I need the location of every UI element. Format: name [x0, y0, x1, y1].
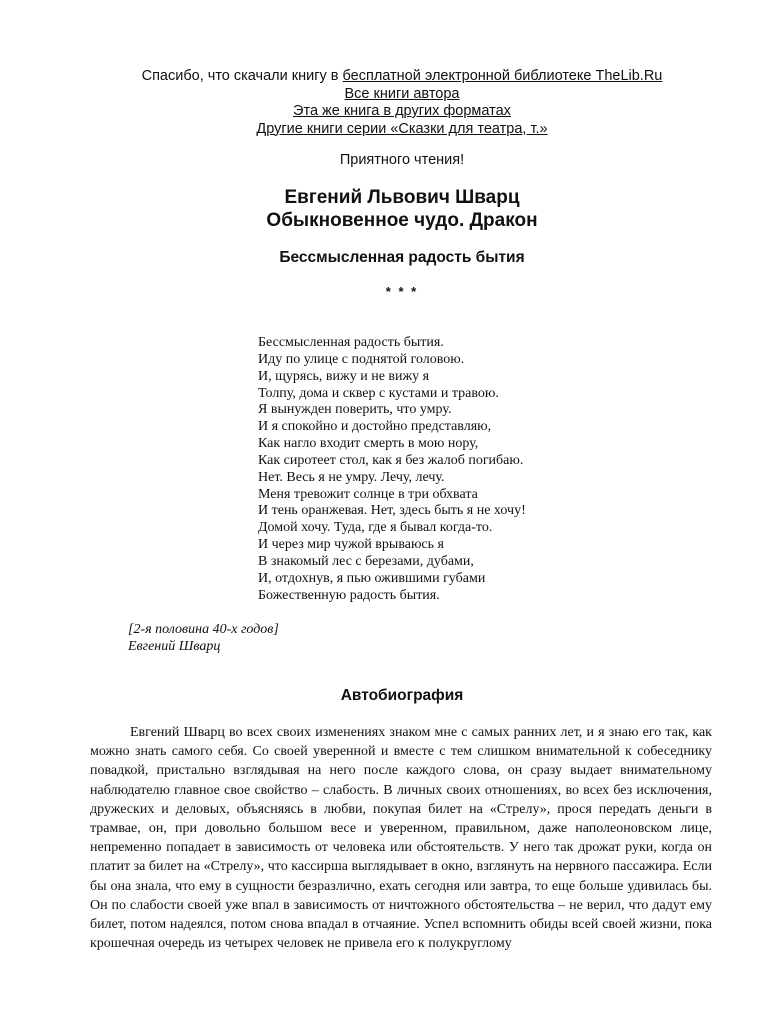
library-link[interactable]: бесплатной электронной библиотеке TheLib.Ru	[342, 68, 663, 84]
signature-date: [2-я половина 40-х годов]	[128, 622, 279, 637]
series-link[interactable]: Другие книги серии «Сказки для театра, т.»	[256, 120, 548, 137]
section-title: Бессмысленная радость бытия	[279, 249, 525, 266]
book-author: Евгений Львович Шварц	[284, 187, 520, 208]
poem-line: Как нагло входит смерть в мою нору,	[258, 436, 479, 452]
poem-line: Божественную радость бытия.	[258, 587, 440, 603]
poem-line: Иду по улице с поднятой головою.	[258, 351, 465, 367]
other-formats-link[interactable]: Эта же книга в других форматах	[293, 103, 511, 119]
poem-line: И тень оранжевая. Нет, здесь быть я не хочу!	[258, 503, 526, 519]
poem-line: Я вынужден поверить, что умру.	[258, 402, 452, 418]
poem-line: И через мир чужой врываюсь я	[258, 537, 444, 553]
poem-line: Как сиротеет стол, как я без жалоб погибаю.	[258, 452, 524, 468]
poem-line: И, щурясь, вижу и не вижу я	[258, 368, 430, 384]
poem-line: Меня тревожит солнце в три обхвата	[258, 486, 478, 502]
bio-paragraph: Евгений Шварц во всех своих изменениях знаком мне с самых ранних лет, и я знаю его так, как можно знать самого себя. Со своей уверенной и вместе с тем слишком внимательной к собеседнику повадкой, пристально взглядывая на него после каждого слова, он сразу выдает внимательному наблюдателю главное свое свойство – слабость. В личных своих отношениях, во всех без исключения, дружеских и деловых, объясняясь в любви, покупая билет на «Стрелу», прося передать деньги в трамвае, он, при довольно большом весе и уверенном, правильном, даже наполеоновском лице, непременно попадает в зависимость от человека или обстоятельств. У него так дрожат руки, когда он платит за билет на «Стрелу», что кассирша выглядывает в окно, взглянуть на нервного пассажира. Если бы она знала, что ему в сущности безразлично, ехать сегодня или завтра, то еще больше удивилась бы. Он по слабости своей уже впал в зависимость от ничтожного обстоятельства – не верил, что дадут ему билет, потом надеялся, потом снова впадал в отчаяние. Успел вспомнить обиды всей своей жизни, пока крошечная очередь из четырех человек не привела его к полукруглому	[90, 725, 712, 952]
stars-separator: * * *	[385, 284, 419, 299]
poem-line: Домой хочу. Туда, где я бывал когда-то.	[258, 520, 493, 536]
signature-author: Евгений Шварц	[128, 639, 221, 654]
poem-line: И я спокойно и достойно представляю,	[258, 419, 492, 435]
book-title: Обыкновенное чудо. Дракон	[266, 210, 538, 231]
bio-title: Автобиография	[340, 687, 464, 704]
poem-signature	[128, 621, 279, 655]
thanks-text: Спасибо, что скачали книгу в	[141, 68, 343, 84]
greeting-text: Приятного чтения!	[339, 152, 465, 168]
all-books-link[interactable]: Все книги автора	[344, 85, 460, 102]
download-header	[0, 68, 768, 138]
thanks-line	[0, 68, 768, 86]
poem-line: Бессмысленная радость бытия.	[258, 335, 444, 350]
book-title-block	[0, 186, 768, 232]
poem-line: Толпу, дома и сквер с кустами и травою.	[258, 385, 499, 401]
poem-line: И, отдохнув, я пью ожившими губами	[258, 570, 486, 586]
poem-line: В знакомый лес с березами, дубами,	[258, 553, 474, 569]
poem	[258, 335, 526, 605]
poem-line: Нет. Весь я не умру. Лечу, лечу.	[258, 469, 445, 485]
